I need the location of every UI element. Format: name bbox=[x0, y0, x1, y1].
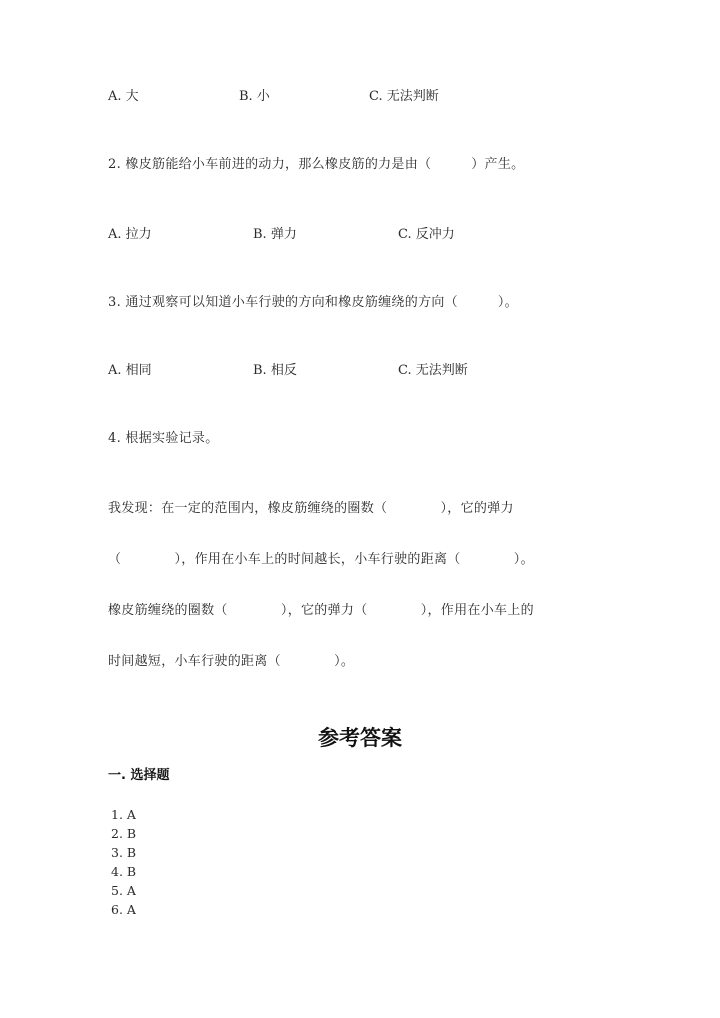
answer-key-title: 参考答案 bbox=[318, 726, 402, 750]
q3-option-a: A. 相同 bbox=[108, 363, 152, 378]
q1-option-c: C. 无法判断 bbox=[369, 89, 439, 104]
answer-item: 3. B bbox=[111, 845, 137, 860]
q4-line-2: （ ），作用在小车上的时间越长，小车行驶的距离（ ）。 bbox=[108, 552, 534, 567]
q4-line-4: 时间越短，小车行驶的距离（ ）。 bbox=[108, 654, 355, 669]
q2-option-a: A. 拉力 bbox=[108, 227, 152, 242]
answer-section-heading: 一. 选择题 bbox=[108, 768, 170, 783]
q2-option-c: C. 反冲力 bbox=[398, 227, 455, 242]
q2-stem: 2. 橡皮筋能给小车前进的动力，那么橡皮筋的力是由（ ）产生。 bbox=[108, 157, 525, 172]
answer-list bbox=[111, 805, 136, 919]
q3-option-c: C. 无法判断 bbox=[398, 363, 468, 378]
q4-line-1: 我发现：在一定的范围内，橡皮筋缠绕的圈数（ ），它的弹力 bbox=[108, 501, 514, 516]
answer-item: 6. A bbox=[111, 902, 136, 917]
q4-line-3: 橡皮筋缠绕的圈数（ ），它的弹力（ ），作用在小车上的 bbox=[108, 603, 534, 618]
q3-option-b: B. 相反 bbox=[253, 363, 297, 378]
q1-option-b: B. 小 bbox=[239, 89, 270, 104]
answer-item: 1. A bbox=[111, 807, 136, 822]
answer-item: 2. B bbox=[111, 826, 137, 841]
q2-option-b: B. 弹力 bbox=[253, 227, 297, 242]
answer-item: 5. A bbox=[111, 883, 136, 898]
q3-stem: 3. 通过观察可以知道小车行驶的方向和橡皮筋缠绕的方向（ ）。 bbox=[108, 295, 518, 310]
answer-item: 4. B bbox=[111, 864, 137, 879]
q4-stem: 4. 根据实验记录。 bbox=[108, 431, 219, 446]
q1-option-a: A. 大 bbox=[108, 89, 139, 104]
